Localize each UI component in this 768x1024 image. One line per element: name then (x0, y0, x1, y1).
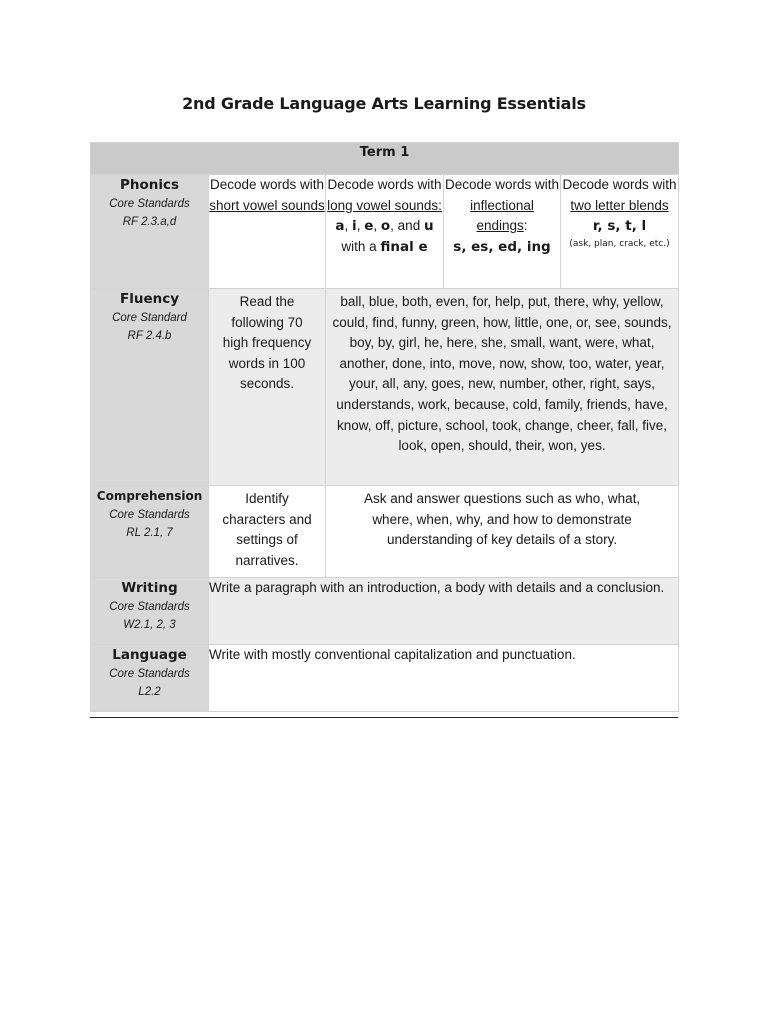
fluency-row (91, 289, 679, 486)
vowel-letter: o (380, 218, 391, 235)
cell-keyword: inflectional endings (470, 197, 534, 234)
standard-label: Core Standard (112, 312, 187, 324)
endings-list: s, es, ed, ing (453, 238, 551, 255)
vowel-letter: i (352, 218, 357, 235)
language-row (91, 645, 679, 712)
writing-header (91, 578, 209, 645)
page-title: 2nd Grade Language Arts Learning Essentials (182, 94, 586, 113)
fluency-header (91, 289, 209, 486)
blend-examples: (ask, plan, crack, etc.) (569, 238, 670, 249)
phonics-blends-cell (561, 175, 679, 289)
vowel-letter: e (364, 218, 374, 235)
language-header (91, 645, 209, 712)
with-a-text: with a (341, 238, 377, 254)
writing-text-cell: Write a paragraph with an introduction, a body with details and a conclusion. (209, 578, 679, 645)
writing-row (91, 578, 679, 645)
standard-label: Core Standards (109, 668, 190, 680)
standard-code: RF 2.3.a,d (122, 216, 177, 228)
term-label: Term 1 (91, 143, 679, 175)
bottom-rule (90, 717, 678, 718)
blends-list: r, s, t, l (592, 218, 647, 235)
comprehension-header (91, 486, 209, 578)
phonics-header (91, 175, 209, 289)
cell-text: Decode words with (209, 177, 325, 192)
standard-label: Core Standards (109, 601, 190, 613)
subject-name: Writing (121, 580, 178, 596)
vowel-letter: a (335, 218, 345, 235)
comprehension-task-cell: Identify characters and settings of narratives. (209, 486, 326, 578)
standard-label: Core Standards (109, 198, 190, 210)
standard-code: RL 2.1, 7 (126, 527, 173, 539)
subject-name: Comprehension (96, 489, 203, 503)
comprehension-row (91, 486, 679, 578)
vowel-letter: u (423, 218, 434, 235)
final-e-text: final e (380, 238, 428, 255)
term-header-row (91, 143, 679, 175)
standard-code: L2.2 (138, 686, 161, 698)
cell-text: Decode words with (327, 177, 442, 192)
comprehension-detail-cell: Ask and answer questions such as who, what, where, when, why, and how to demonstrate understanding of key details of a story. (326, 486, 679, 578)
phonics-short-vowel-cell (209, 175, 326, 289)
subject-name: Phonics (119, 177, 180, 193)
cell-text: Decode words with (444, 177, 560, 192)
phonics-row (91, 175, 679, 289)
subject-name: Fluency (119, 291, 180, 307)
and-word: and (397, 218, 421, 234)
standard-code: RF 2.4.b (127, 330, 172, 342)
cell-keyword: two letter blends (570, 197, 669, 213)
phonics-inflectional-cell (444, 175, 561, 289)
standard-label: Core Standards (109, 509, 190, 521)
phonics-long-vowel-cell: Decode words with long vowel sounds: a, i, e, o, and u with a final e (326, 175, 444, 289)
cell-keyword: short vowel sounds (209, 197, 325, 213)
cell-keyword: long vowel sounds: (327, 197, 442, 213)
learning-essentials-table (90, 142, 679, 712)
colon: : (523, 218, 528, 234)
language-text-cell: Write with mostly conventional capitalization and punctuation. (209, 645, 679, 712)
fluency-word-list: ball, blue, both, even, for, help, put, there, why, yellow, could, find, funny, green, how, little, one, or, see, sounds, boy, by, girl, he, here, she, small, want, were, what, another, done, into, move, now, show, too, water, year, your, all, any, goes, new, number, other, right, says, understands, work, because, cold, family, friends, have, know, off, picture, school, took, change, cheer, fall, five, look, open, should, their, won, yes. (326, 289, 679, 486)
fluency-task-cell: Read the following 70 high frequency words in 100 seconds. (209, 289, 326, 486)
cell-text: Decode words with (562, 177, 677, 192)
standard-code: W2.1, 2, 3 (123, 619, 176, 631)
subject-name: Language (112, 647, 187, 663)
